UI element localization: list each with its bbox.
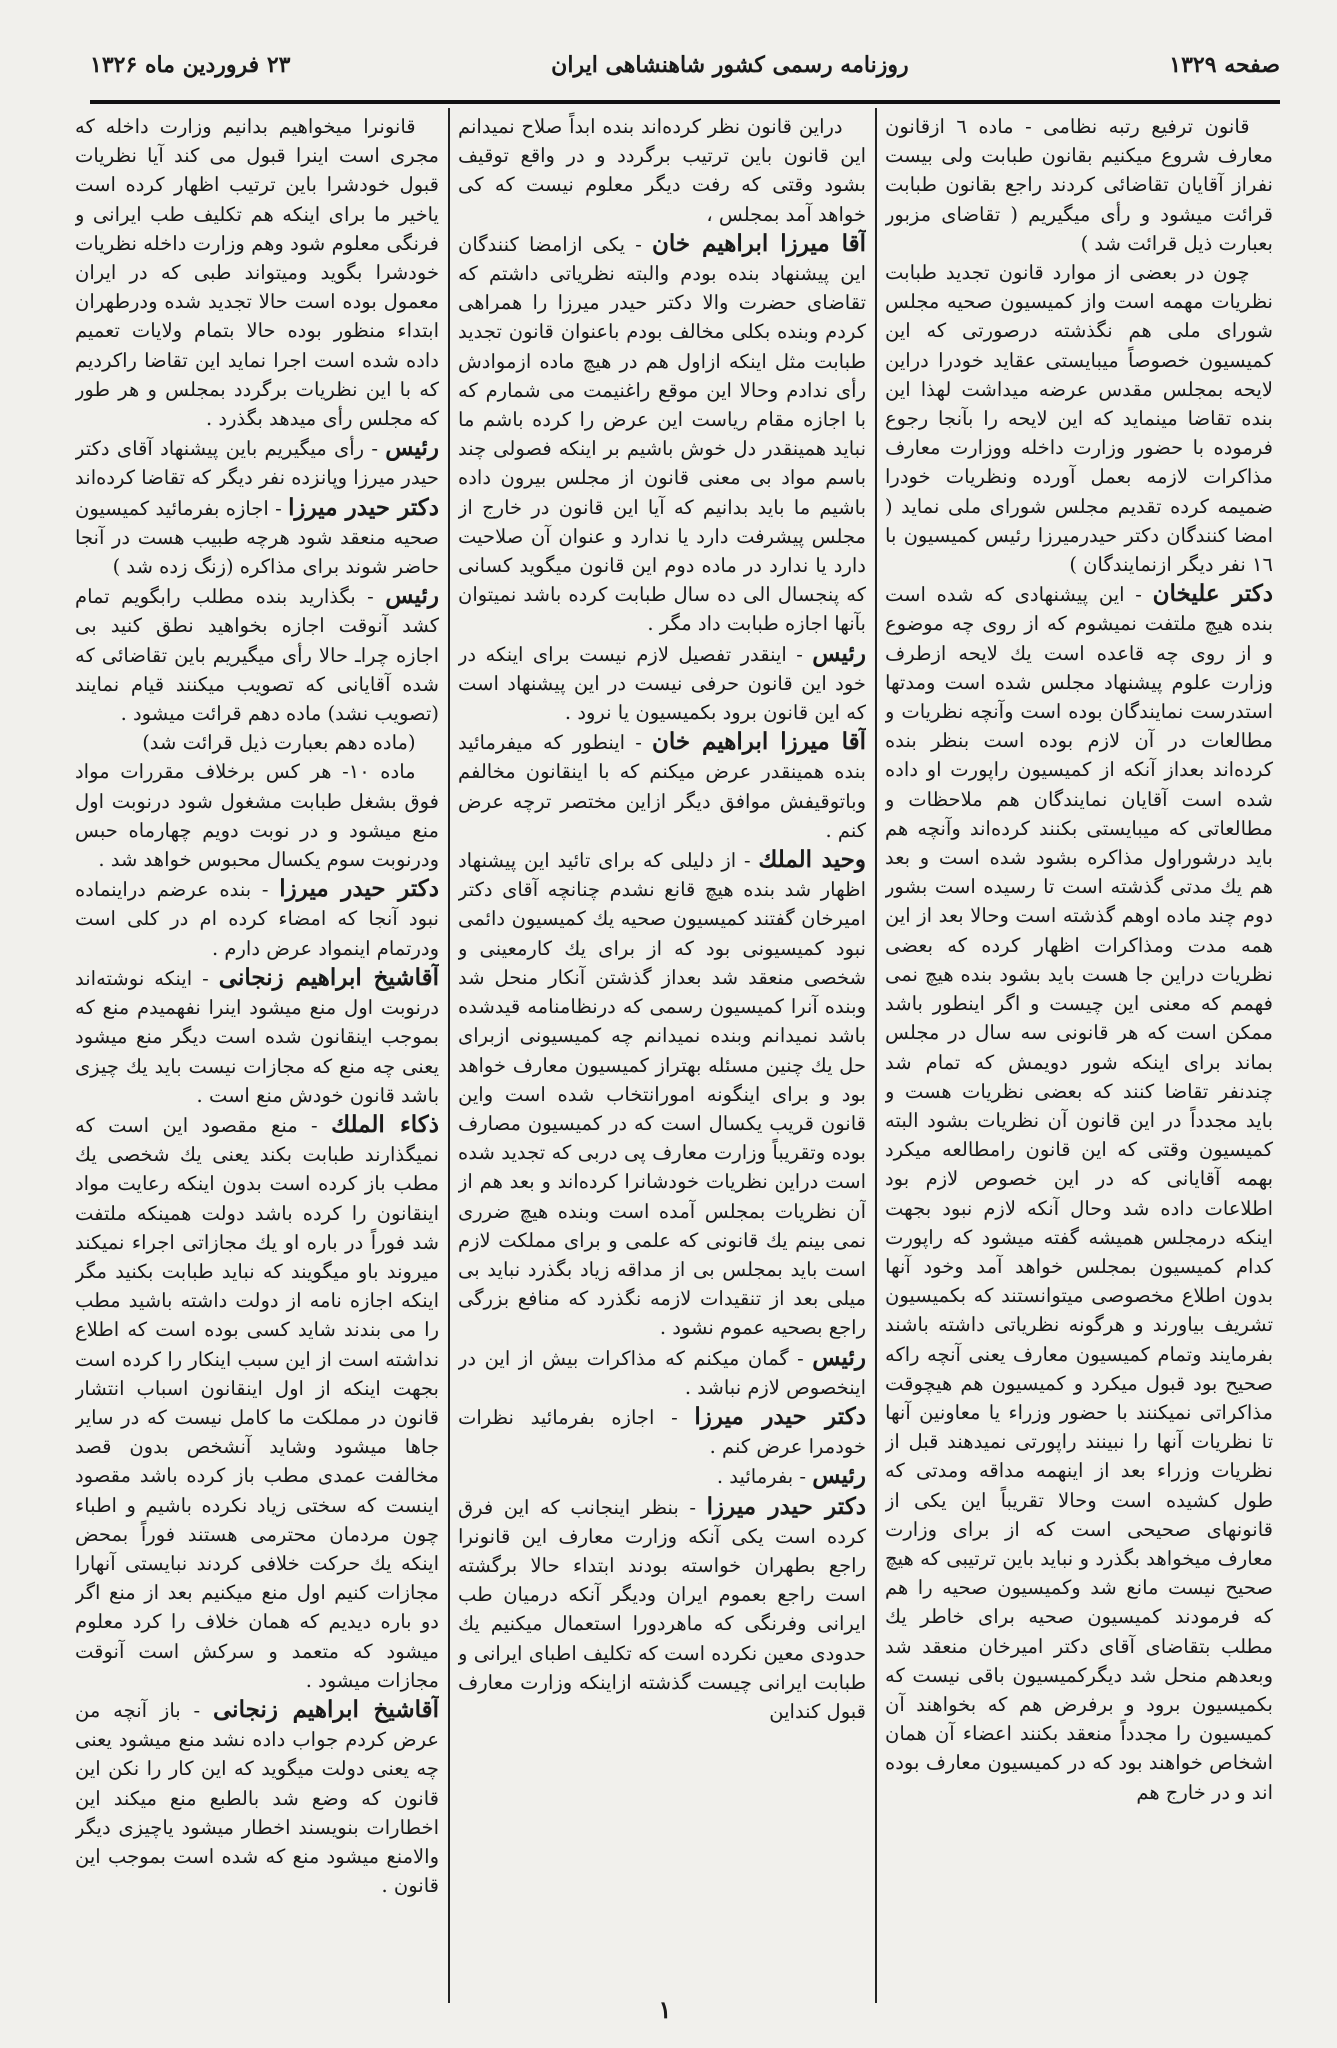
paragraph-text: قانونرا میخواهیم بدانیم وزارت داخله که مجری است اینرا قبول می کند آیا نظریات قبول خودشرا باین ترتیب اظهار کرده است یاخیر ما برای اینکه هم تکلیف طب ایرانی و فرنگی معلوم شود وهم وزارت داخله نظریات خودشرا بگوید ومیتواند طبی که در ایران معمول بوده است حالا تجدید شده ودرطهران ابتداء منظور بوده حالا بتمام ولایات تعمیم داده شده است اجرا نماید این تقاضا راکردیم که با این نظریات برگردد بمجلس و هر طور که مجلس رأی میدهد بگذرد .: [75, 115, 439, 431]
paragraph-text: - بگذارید بنده مطلب رابگویم تمام کشد آنوقت اجازه بخواهید نطق کنید بی اجازه چراـ حالا رأی میگیریم باین تقاضائی که شده آقایانی که تصویب میکنند قیام نمایند (تصویب نشد) ماده دهم قرائت میشود .: [75, 585, 439, 726]
speaker-name: رئیس: [812, 1462, 866, 1490]
paragraph-text: - اجازه بفرمائید کمیسیون صحیه منعقد شود هرچه طبیب هست در آنجا حاضر شوند برای مذاکره (زنگ زده شد ): [75, 496, 439, 579]
column-divider: [875, 108, 877, 2003]
speech-paragraph: [75, 493, 439, 582]
speech-paragraph: [458, 639, 866, 728]
paragraph-text: - اینکه نوشته‌اند درنوبت اول منع میشود اینرا نفهمیدم منع که بموجب اینقانون شده است دیگر منع میشود یعنی چه منع که مجازات نیست باید یك چیزی باشد قانون خودش منع است .: [75, 966, 439, 1107]
text-column-middle: [458, 112, 866, 2002]
text-paragraph: [458, 112, 866, 229]
paragraph-text: دراین قانون نظر کرده‌اند بنده ابداً صلاح نمیدانم این قانون باین ترتیب برگردد و در واقع توقیف بشود وقتی که رفت دیگر معلوم نیست که کی خواهد آمد بمجلس ،: [458, 115, 866, 226]
speech-paragraph: [458, 727, 866, 845]
newspaper-title: روزنامه رسمی کشور شاهنشاهی ایران: [551, 52, 909, 78]
speech-paragraph: [885, 579, 1273, 1807]
text-column-right: [885, 112, 1273, 2002]
speaker-name: رئیس: [812, 1343, 866, 1371]
speaker-name: آقاشیخ ابراهیم زنجانی: [218, 963, 439, 991]
paragraph-text: ماده ۱۰- هر کس برخلاف مقررات مواد فوق بشغل طبابت مشغول شود درنوبت اول منع میشود و در نوبت دویم چهارماه حبس ودرنوبت سوم یکسال محبوس خواهد شد .: [75, 760, 439, 872]
paragraph-text: - از دلیلی که برای تائید این پیشنهاد اظهار شد بنده هیچ قانع نشدم چنانچه آقای دکتر امیرخان گفتند کمیسیون صحیه یك کمیسیون دائمی نبود کمیسیونی بود که از برای یك کارمعینی و شخصی منعقد شد بعداز گذشتن آنکار منحل شد وبنده آنرا کمیسیون رسمی که درنظامنامه قیدشده باشد نمیدانم وبنده نمیدانم چه کمیسیونی ازبرای حل یك چنین مسئله بهتراز کمیسیون معارف خواهد بود و برای اینگونه امورانتخاب شده است واین قانون قریب یکسال است که در کمیسیون مصارف بوده وتقریباً وزارت معارف پی دربی که تجدید شده است دراین نظریات خودشانرا کرده‌اند و بعد هم از آن نظریات بمجلس آمده است وبنده هیچ ضرری نمی بینم یك قانونی که علمی و برای مملکت لازم است باید بمجلس بی از مداقه زیاد بگذرد نباید بی میلی بعد از تنقیدات لازمه نگذرد که منافع بزرگی راجع بصحیه عموم نشود .: [458, 849, 866, 1340]
speaker-name: رئیس: [385, 582, 439, 610]
text-paragraph: [885, 258, 1273, 579]
speaker-name: دکتر حیدر میرزا: [279, 875, 439, 903]
speech-paragraph: [75, 963, 439, 1110]
speaker-name: وحید الملك: [758, 846, 866, 874]
paragraph-text: - باز آنچه من عرض کردم جواب داده نشد منع میشود یعنی چه یعنی دولت میگوید که این کار را نکن این قانون که وضع شد بالطبع منع میکند این اخطارات بنویسند اخطار میشود یاچیزی دیگر والامنع میشود منع که شده است بموجب این قانون .: [75, 1698, 439, 1898]
paragraph-text: - منع مقصود این است که نمیگذارند طبابت بکند یعنی یك شخصی یك مطب باز کرده است بدون اینکه رعایت مواد اینقانون را کرده باشد دولت همینکه ملتفت شد فوراً در باره او یك مجازاتی اجراء نمیکند میروند باو میگویند که نباید طبابت بکنید مگر اینکه اجازه نامه از دولت داشته باشید مطب را می بندند شاید کسی بوده است که اطلاع نداشته است از این سبب اینکار را کرده است بجهت اینکه از اول اینقانون اسباب انتشار قانون در مملکت ما کامل نیست که در سایر جاها میشود وشاید آنشخص بدون قصد مخالفت عمدی مطب باز کرده باشد مقصود اینست که سختی زیاد نکرده باشیم و اطباء چون مردمان محترمی هستند فوراً بمحض اینکه یك حرکت خلافی کردند نبایستی آنهارا مجازات کنیم اول منع میکنیم بعد از منع اگر دو باره دیدیم که همان خلاف را کرد معلوم میشود که متعمد و سرکش است آنوقت مجازات میشود .: [75, 1113, 439, 1692]
speech-paragraph: [75, 1110, 439, 1695]
speaker-name: دکتر علیخان: [1152, 580, 1273, 608]
paragraph-text: (ماده دهم بعبارت ذیل قرائت شد): [142, 731, 416, 755]
speaker-name: رئیس: [812, 639, 866, 667]
speaker-name: دکتر حیدر میرزا: [288, 493, 439, 521]
text-paragraph: [885, 112, 1273, 258]
text-paragraph: [75, 112, 439, 433]
paragraph-text: قانون ترفیع رتبه نظامی - ماده ٦ ازقانون معارف شروع میکنیم بقانون طبابت ولی بیست نفراز آقایان تقاضائی کردند راجع بقانون طبابت قرائت میشود و رأی میگیریم ( تقاضای مزبور بعبارت ذیل قرائت شد ): [885, 115, 1273, 255]
paragraph-text: - بنظر اینجانب که این فرق کرده است یکی آنکه وزارت معارف این قانونرا راجع بطهران خواسته بودند ابتداء حالا برگشته است راجع بعموم ایران ودیگر آنکه درمیان طب ایرانی وفرنگی که ماهردورا استعمال میکنیم یك حدودی معین نکرده است که تکلیف اطبای ایرانی و طبابت ایرانی چیست گذشته ازاینکه وزارت معارف قبول کنداین: [458, 1495, 866, 1723]
speaker-name: دکتر حیدر میرزا: [706, 1492, 866, 1520]
paragraph-text: - بنده عرضم دراینماده نبود آنجا که امضاء کرده ام در کلی است ودرتمام اینمواد عرض دارم .: [75, 878, 439, 960]
issue-date: ۲۳ فروردین ماه ۱۳۲۶: [90, 52, 291, 78]
speech-paragraph: [75, 1695, 439, 1900]
text-paragraph: [75, 728, 439, 757]
text-column-left: [75, 112, 439, 2002]
speech-paragraph: [458, 1402, 866, 1461]
page-number-label: صفحه ۱۳۲۹: [1169, 52, 1280, 78]
paragraph-text: - اینقدر تفصیل لازم نیست برای اینکه در خود این قانون حرفی نیست در این پیشنهاد است که این قانون برود بکمیسیون یا نرود .: [458, 642, 866, 725]
paragraph-text: - اجازه بفرمائید نظرات خودمرا عرض کنم .: [458, 1405, 866, 1459]
text-paragraph: [75, 757, 439, 874]
speaker-name: آقاشیخ ابراهیم زنجانی: [213, 1695, 439, 1723]
paragraph-text: - اینطور که میفرمائید بنده همینقدر عرض میکنم که با اینقانون مخالفم وباتوقیفش موافق دیگر ازاین مختصر ترچه عرض کنم .: [458, 731, 866, 842]
speaker-name: رئیس: [385, 434, 439, 462]
paragraph-text: - گمان میکنم که مذاکرات بیش از این در اینخصوص لازم نباشد .: [458, 1346, 866, 1399]
speech-paragraph: [458, 1343, 866, 1402]
speech-paragraph: [458, 229, 866, 639]
speech-paragraph: [75, 581, 439, 728]
speech-paragraph: [75, 874, 439, 963]
paragraph-text: - رأی میگیریم باین پیشنهاد آقای دکتر حیدر میرزا وپانزده نفر دیگر که تقاضا کرده‌اند: [75, 437, 439, 490]
speaker-name: آقا میرزا ابراهیم خان: [651, 728, 866, 756]
header-rule: [90, 100, 1280, 104]
paragraph-text: - این پیشنهادی که شده است بنده هیچ ملتفت نمیشوم که از روی چه موضوع و از روی چه قاعده است یك لایحه ازطرف وزارت علوم پیشنهاد مجلس شده است ومدتها استدرست نمایندگان بوده است وآنچه نظریات و مطالعات در آن لازم بوده است بنظر بنده کرده‌اند بعداز آنکه از کمیسیون راپورت او داده شده است آقایان نمایندگان هم ملاحظات و مطالعاتی که میبایستی بکنند کرده‌اند وآنچه هم باید درشوراول مذاکره بشود شده است و بعد هم یك مدتی گذشته است تا رسیده است بشور دوم چند ماده اوهم گذشته است وحالا بعد از این همه مدت ومذاکرات اظهار کرده که بعضی نظریات دراین جا هست باید بشود بنده هیچ نمی فهمم که معنی این چیست و اگر اینطور باشد ممکن است که هر قانونی سه سال در مجلس بماند برای اینکه شور دویمش که تمام شد چندنفر تقاضا کنند که بعضی نظریات هست و باید مجدداً در این قانون آن نظریات بشود البته کمیسیون وقتی که این قانون رامطالعه میکرد بهمه آقایانی که در این خصوص لازم بود اطلاعات داده شد وحال آنکه لازم نبود بجهت اینکه درمجلس همیشه گفته میشود که راپورت کدام کمیسیون بمجلس خواهد آمد وخود آنها بدون اطلاع مخصوصی میتوانستند که بکمیسیون تشریف بیاورند و هرگونه نظریاتی داشته باشند بفرمایند وتمام کمیسیون معارف یعنی آنچه راکه صحیح بود قبول میکرد و کمیسیون هم هیچوقت مذاکراتی نمیکنند با حضور وزراء یا معاونین آنها تا نظریات آنها را نبینند راپورتی نمیدهند قبل از نظریات وزراء بعد از اینهمه مداقه ومدتی که طول کشیده است وحالا تقریباً این یکی از قانونهای صحیحی است که از برای وزارت معارف میخواهد بگذرد و نباید باین ترتیبی که هیچ صحیح نیست مانع شد وکمیسیون صحیه را هم که فرمودند کمیسیون صحیه برای خاطر یك مطلب بتقاضای آقای دکتر امیرخان منعقد شد وبعدهم منحل شد دیگرکمیسیون باقی نیست که بکمیسیون برود و برفرض هم که بخواهند آن کمیسیون را مجدداً منعقد بکنند اعضاء آن همان اشخاص خواهند بود که در کمیسیون معارف بوده اند و در خارج هم: [885, 583, 1273, 1804]
paragraph-text: چون در بعضی از موارد قانون تجدید طبابت نظریات مهمه است واز کمیسیون صحیه مجلس شورای ملی هم نگذشته درصورتی که این کمیسیون خصوصاً میبایستی عقاید خودرا دراین لایحه بمجلس مقدس عرضه میداشت لهذا این بنده تقاضا مینماید که این لایحه را بآنجا رجوع فرموده با حضور وزارت داخله ووزارت معارف مذاکرات لازمه بعمل آورده ونظریات خودرا ضمیمه کرده تقدیم مجلس شورای ملی نماید ( امضا کنندگان دکتر حیدرمیرزا رئیس کمیسیون با ۱٦ نفر دیگر ازنمایندگان ): [885, 261, 1273, 577]
speech-paragraph: [458, 1461, 866, 1491]
speech-paragraph: [458, 1492, 866, 1727]
speech-paragraph: [75, 433, 439, 492]
paragraph-text: - یکی ازامضا کنندگان این پیشنهاد بنده بودم والبته نظریاتی داشتم که تقاضای حضرت والا دکتر حیدر میرزا را همراهی کردم وبنده بکلی مخالف بودم باعنوان قانون تجدید طبابت مثل اینکه ازاول هم در هیچ ماده ازموادش رأی ندادم وحالا این موقع راغنیمت می شمارم که با اجازه مقام ریاست این عرض را کرده باشم ما نباید همینقدر دل خوش باشیم بر اینکه فصولی چند باسم مواد بی معنی قانون از مجلس بیرون داده باشیم ما باید بدانیم که آیا این قانون در خارج از مجلس پیشرفت دارد یا ندارد و عنوان آن صلاحیت دارد یا ندارد در ماده دوم این قانون میگوید کسانی که پنجسال الی ده سال طبابت کرده باشد نمیتوان بآنها اجازه طبابت داد مگر .: [458, 232, 866, 636]
footer-page-number: ۱: [658, 1995, 672, 2024]
speaker-name: آقا میرزا ابراهیم خان: [651, 229, 866, 257]
page-header: [90, 40, 1280, 90]
speaker-name: دکتر حیدر میرزا: [694, 1402, 866, 1430]
speech-paragraph: [458, 845, 866, 1342]
column-divider: [448, 108, 450, 2003]
speaker-name: ذکاء الملك: [331, 1110, 439, 1138]
paragraph-text: - بفرمائید .: [716, 1465, 807, 1489]
